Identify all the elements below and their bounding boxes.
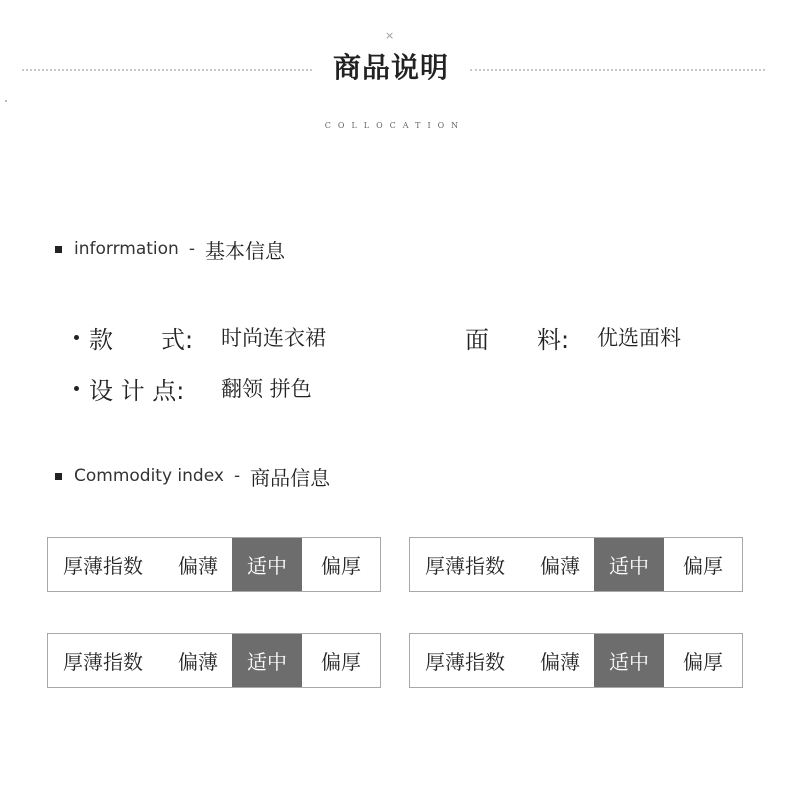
- spec-label: 面 料:: [465, 325, 570, 354]
- index-option-thick: 偏厚: [683, 554, 723, 578]
- index-option-thick: 偏厚: [321, 650, 361, 674]
- section-heading-separator: -: [188, 239, 195, 259]
- index-option-medium-selected: 适中: [232, 634, 302, 687]
- section-heading-basic-info: [55, 234, 285, 264]
- close-mark: ×: [385, 29, 395, 42]
- bullet-icon: [74, 386, 79, 391]
- square-bullet-icon: [55, 473, 62, 480]
- index-option-medium-selected: 适中: [594, 634, 664, 687]
- index-option-thick: 偏厚: [683, 650, 723, 674]
- spec-label: 款 式:: [89, 325, 194, 354]
- thickness-index-box: [409, 537, 743, 592]
- section-heading-zh: 商品信息: [250, 465, 331, 490]
- index-name: 厚薄指数: [425, 554, 505, 578]
- thickness-index-box: [47, 633, 381, 688]
- index-option-thin: 偏薄: [178, 650, 218, 674]
- decorative-dot: [5, 100, 7, 102]
- index-option-thin: 偏薄: [178, 554, 218, 578]
- spec-row-style: [74, 320, 326, 354]
- index-option-thin: 偏薄: [540, 650, 580, 674]
- index-option-thin: 偏薄: [540, 554, 580, 578]
- spec-value: 翻领 拼色: [221, 377, 312, 401]
- spec-row-design: [74, 371, 312, 405]
- spec-value: 时尚连衣裙: [221, 326, 326, 350]
- index-name: 厚薄指数: [425, 650, 505, 674]
- section-heading-separator: -: [233, 466, 241, 486]
- section-heading-en: inforrmation: [74, 239, 179, 259]
- bullet-icon: [74, 335, 79, 340]
- index-option-medium-selected: 适中: [232, 538, 302, 591]
- page-title: 商品说明: [332, 51, 449, 84]
- index-option-thick: 偏厚: [321, 554, 361, 578]
- spec-row-fabric: [465, 320, 681, 354]
- square-bullet-icon: [55, 246, 62, 253]
- index-name: 厚薄指数: [63, 554, 143, 578]
- index-option-medium-selected: 适中: [594, 538, 664, 591]
- spec-value: 优选面料: [597, 326, 681, 350]
- index-name: 厚薄指数: [63, 650, 143, 674]
- spec-label: 设 计 点:: [89, 376, 185, 405]
- thickness-index-box: [47, 537, 381, 592]
- title-divider-left: [22, 69, 312, 71]
- title-divider-right: [470, 69, 765, 71]
- section-heading-zh: 基本信息: [204, 238, 285, 263]
- thickness-index-box: [409, 633, 743, 688]
- page-subtitle: COLLOCATION: [324, 121, 466, 130]
- section-heading-en: Commodity index: [74, 466, 224, 486]
- section-heading-commodity-index: [55, 461, 330, 491]
